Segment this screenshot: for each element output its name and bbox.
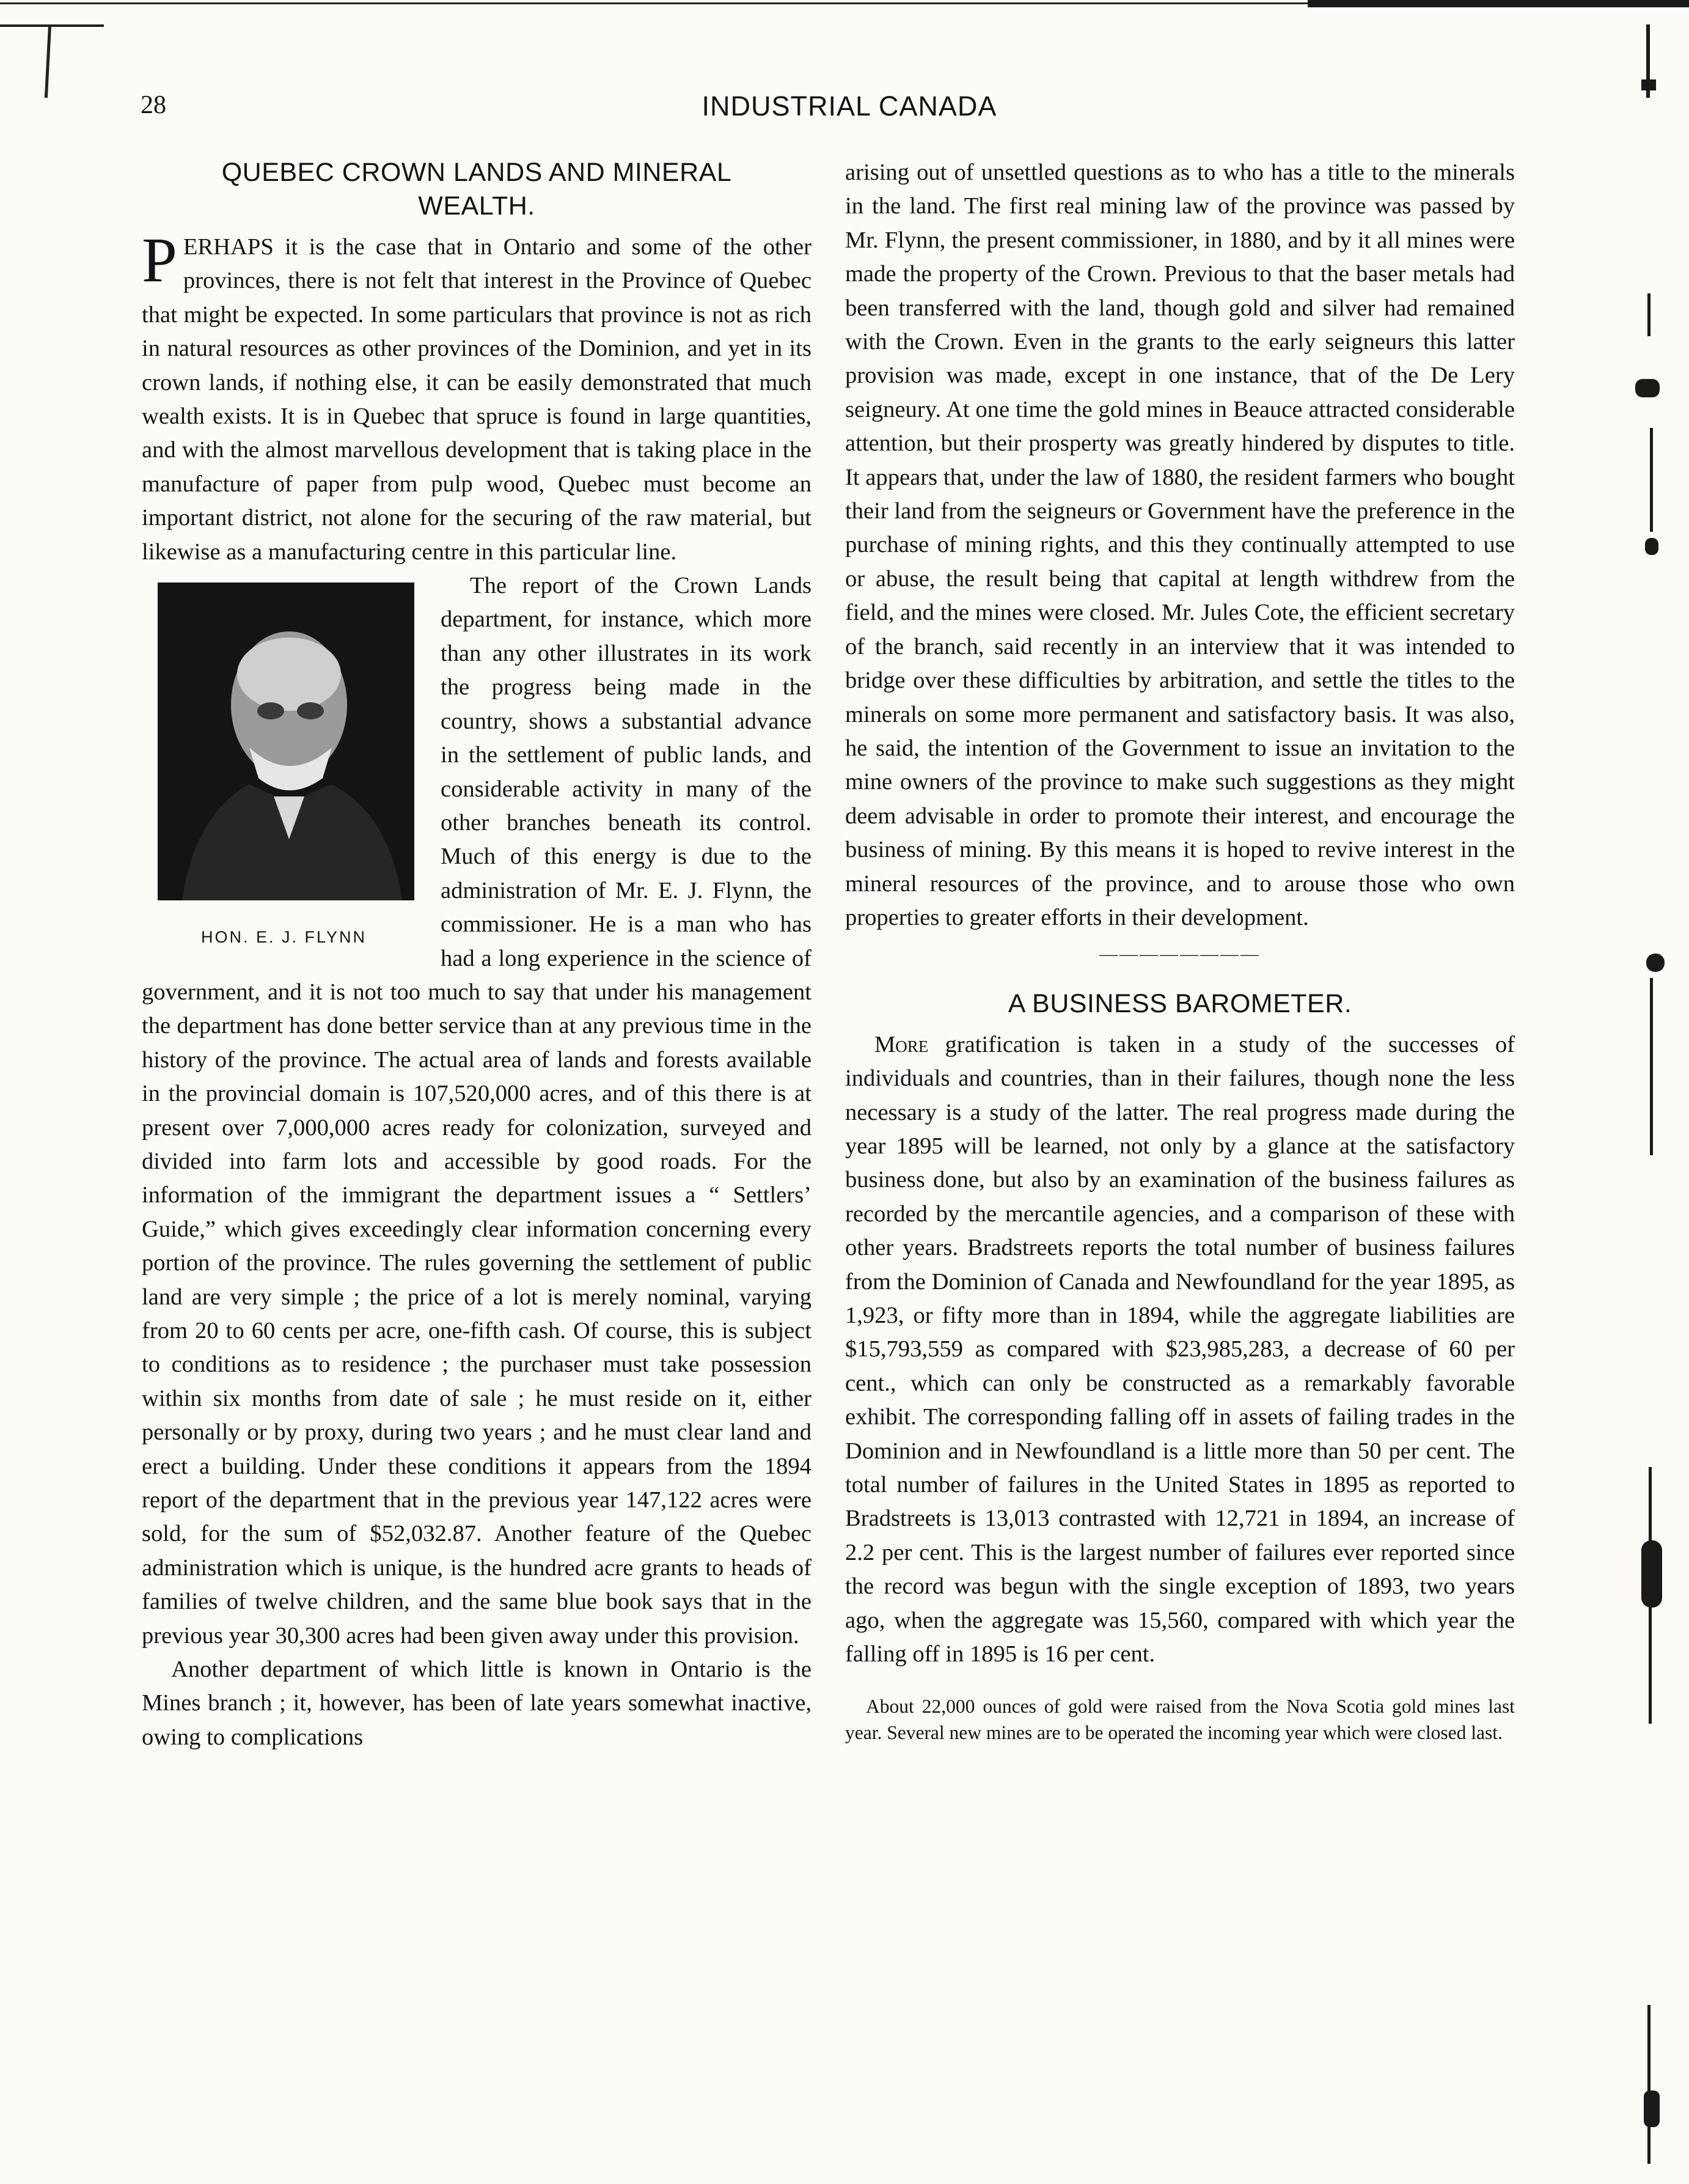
- footnote-gold: About 22,000 ounces of gold were raised from the Nova Scotia gold mines last year. Several new mines are to be operated the incoming year which were closed last.: [845, 1696, 1515, 1744]
- portrait-photo: [158, 583, 414, 900]
- drop-cap: P: [142, 225, 177, 295]
- lead-smallcaps-more: More: [874, 1031, 929, 1057]
- page-header: [141, 90, 1558, 133]
- paragraph-intro: [142, 225, 812, 569]
- corner-scan-mark: [0, 24, 104, 27]
- paragraph-crown-lands: The report of the Crown Lands department, for instance, which more than any other illustrates in its work the progress being made in the country, shows a substantial advance in the settlement of public lands, and considerable activity in many of the other branches beneath its control. Much of this energy is due to the administration of Mr. E. J. Flynn, the commissioner. He is a man who has had a long experience in the science of government, and it is not too much to say that under his management the department has done better service than at any previous time in the history of the province. The actual area of lands and forests available in the provincial domain is 107,520,000 acres, and of this there is at present over 7,000,000 acres ready for colonization, surveyed and divided into farm lots and accessible by good roads. For the information of the immigrant the department issues a “ Settlers’ Guide,” which gives exceedingly clear information concerning every portion of the province. The rules governing the settlement of public land are very simple ; the price of a lot is merely nominal, varying from 20 to 60 cents per acre, one-fifth cash. Of course, this is subject to conditions as to residence ; the purchaser must take possession within six months from date of sale ; he must reside on it, either personally or by proxy, during two years ; and he must clear land and erect a building. Under these conditions it appears from the 1894 report of the department that in the previous year 147,122 acres were sold, for the sum of $52,032.87. Another feature of the Quebec administration which is unique, is the hundred acre grants to heads of families of twelve children, and the same blue book says that in the previous year 30,300 acres had been given away under this provision.: [142, 573, 812, 1649]
- page-number: 28: [141, 91, 166, 119]
- portrait-photo-icon: [158, 583, 414, 900]
- paragraph-intro-text: it is the case that in Ontario and some of the other provinces, there is not felt that interest in the Province of Quebec that might be expected. In some particulars that province is not as rich in natural resources as other provinces of the Dominion, and yet in its crown lands, if nothing else, it can be easily demonstrated that much wealth exists. It is in Quebec that spruce is found in large quantities, and with the almost marvellous development that is taking place in the manufacture of paper from pulp wood, Quebec must become an important district, not alone for the securing of the raw material, but likewise as a manufacturing centre in this particular line.: [142, 234, 812, 565]
- article-title-barometer: A BUSINESS BAROMETER.: [1008, 988, 1352, 1018]
- paragraph-barometer: [845, 1028, 1515, 1672]
- paragraph-mines-branch: Another department of which little is known in Ontario is the Mines branch ; it, however, has been of late years somewhat inactive, owing to complications: [142, 1656, 812, 1750]
- binding-edge-marks: [1611, 0, 1689, 2184]
- corner-scan-mark-vertical: [45, 24, 51, 98]
- paragraph-mining-law: arising out of unsettled questions as to who has a title to the minerals in the land. The first real mining law of the province was passed by Mr. Flynn, the present commissioner, in 1880, and by it all mines were made the property of the Crown. Previous to that the baser metals had been transferred with the land, though gold and silver had remained with the Crown. Even in the grants to the early seigneurs this latter provision was made, except in one instance, that of the De Lery seigneury. At one time the gold mines in Beauce attracted considerable attention, but their prosperty was greatly hindered by disputes to title. It appears that, under the law of 1880, the resident farmers who bought their land from the seigneurs or Government have the preference in the purchase of mining rights, and this they continually attempted to use or abuse, the result being that capital at length withdrew from the field, and the mines were closed. Mr. Jules Cote, the efficient secretary of the branch, said recently in an interview that it was intended to bridge over these difficulties by arbitration, and settle the titles to the minerals on some more permanent and satisfactory basis. It was also, he said, the intention of the Government to issue an invitation to the mine owners of the province to make such suggestions as they might deem advisable in order to promote their interest, and encourage the business of mining. By this means it is hoped to revive interest in the mineral resources of the province, and to arouse those who own properties to greater efforts in their development.: [845, 160, 1515, 930]
- portrait-figure: [142, 583, 426, 969]
- running-head: INDUSTRIAL CANADA: [702, 90, 997, 122]
- left-column: [142, 156, 812, 1754]
- right-column: [845, 156, 1515, 1746]
- article-title-quebec: [142, 156, 812, 223]
- paragraph-barometer-text: gratification is taken in a study of the successes of individuals and countries, than in their failures, though none the less necessary is a study of the latter. The real progress made during the year 1895 will be learned, not only by a glance at the satisfactory business done, but also by an examination of the business failures as recorded by the mercantile agencies, and a comparison of these with other years. Bradstreets reports the total number of business failures from the Dominion of Canada and Newfoundland for the year 1895, as 1,923, or fifty more than in 1894, while the aggregate liabilities are $15,793,559 as compared with $23,985,283, a decrease of 60 per cent., which can only be constructed as a remarkably favorable exhibit. The corresponding falling off in assets of failing trades in the Dominion and in Newfoundland is a little more than 50 per cent. The total number of failures in the United States in 1895 as reported to Bradstreets is 13,013 contrasted with 12,721 in 1894, an increase of 2.2 per cent. This is the largest number of failures ever reported since the record was begun with the single exception of 1893, two years ago, when the aggregate was 15,560, compared with which year the falling off in 1895 is 16 per cent.: [845, 1031, 1515, 1667]
- section-divider: ————————: [1099, 944, 1261, 965]
- lead-smallcaps: ERHAPS: [183, 234, 274, 260]
- article-title-line2: WEALTH.: [418, 191, 535, 221]
- top-border-rule: [0, 0, 1689, 9]
- portrait-caption: HON. E. J. FLYNN: [200, 928, 367, 947]
- article-title-line1: QUEBEC CROWN LANDS AND MINERAL: [221, 158, 732, 187]
